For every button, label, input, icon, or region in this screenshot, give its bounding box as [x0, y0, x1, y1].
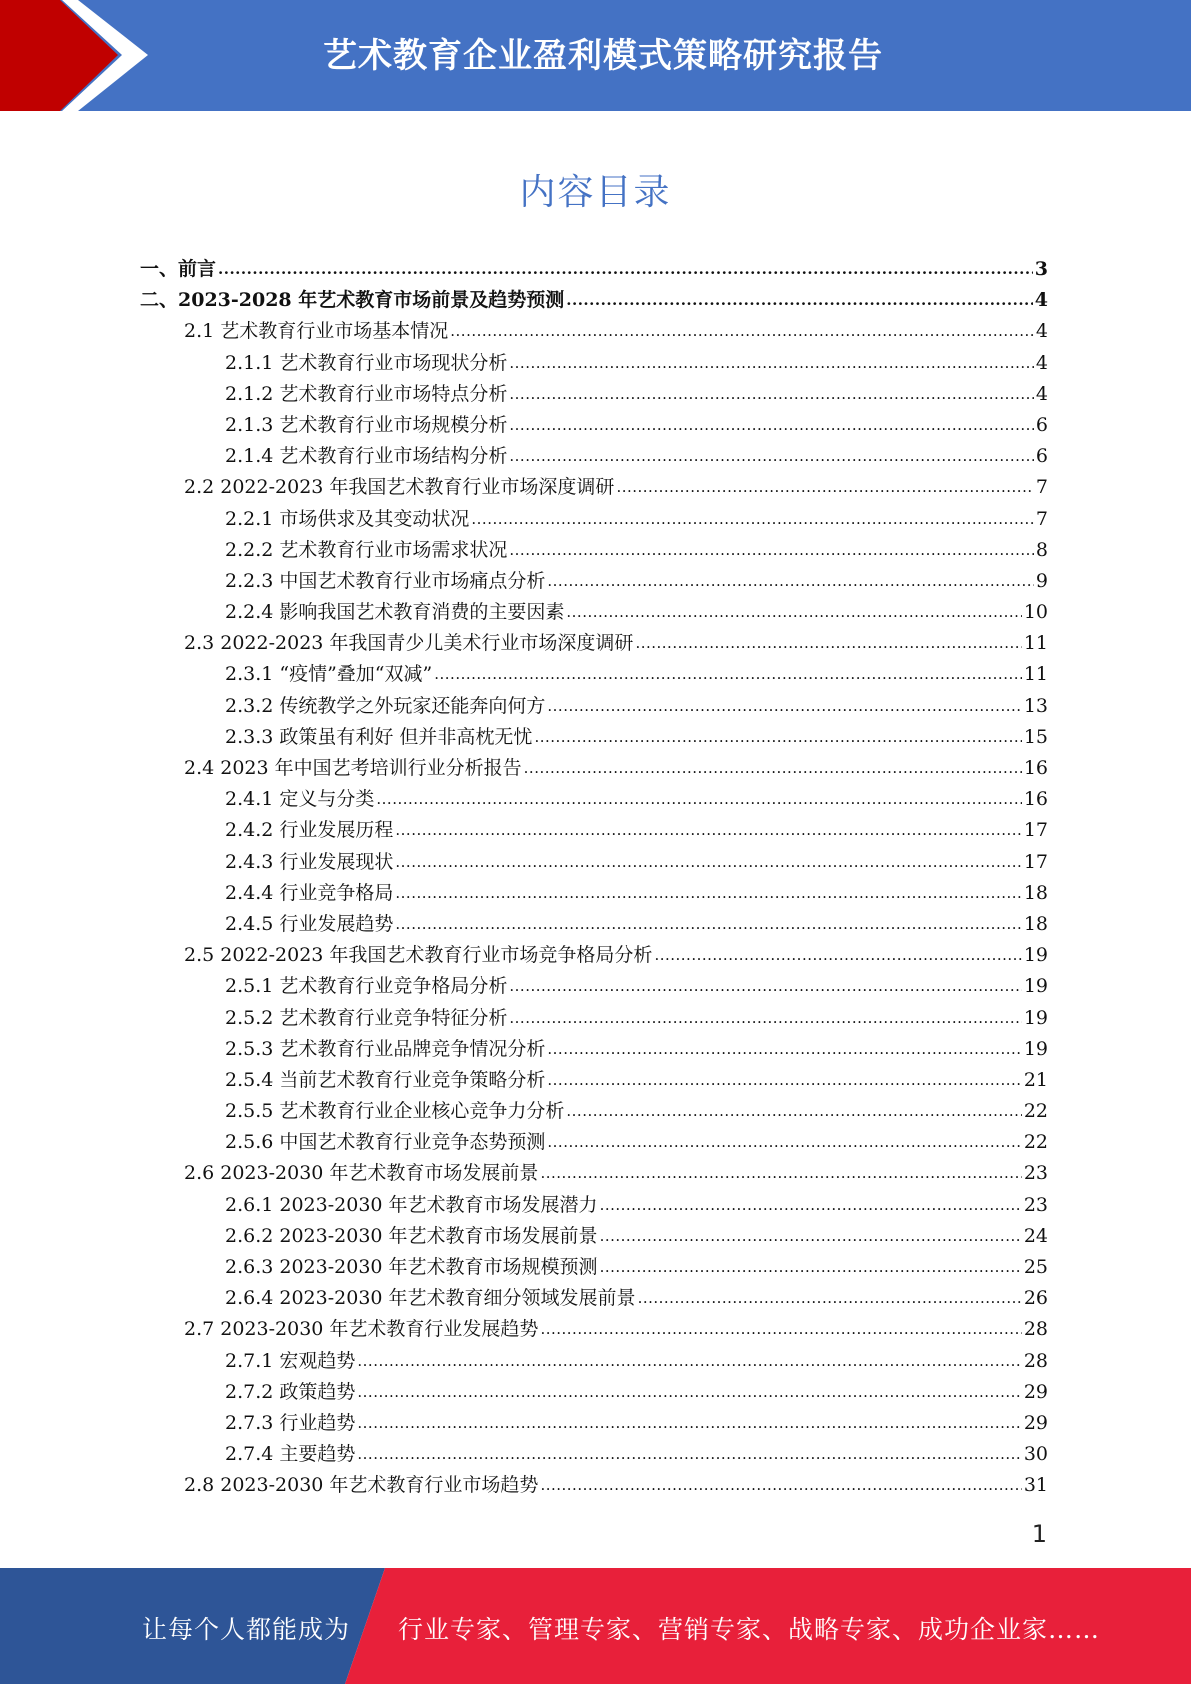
- toc-entry[interactable]: [140, 878, 1048, 909]
- page-header: [0, 0, 1191, 111]
- toc-entry-page: 11: [1023, 632, 1048, 655]
- toc-entry-page: 6: [1035, 413, 1048, 436]
- toc-dot-leader: [566, 284, 1033, 316]
- toc-entry-page: 22: [1023, 1131, 1048, 1154]
- toc-entry[interactable]: [140, 1190, 1048, 1221]
- toc-dot-leader: [540, 1313, 1021, 1345]
- toc-entry[interactable]: [140, 722, 1048, 753]
- toc-entry[interactable]: [140, 1158, 1048, 1189]
- toc-entry-label: 一、前言: [140, 258, 217, 280]
- toc-entry[interactable]: [140, 909, 1048, 940]
- toc-entry-page: 4: [1035, 320, 1048, 343]
- toc-entry[interactable]: [140, 628, 1048, 659]
- toc-dot-leader: [509, 409, 1034, 441]
- toc-entry-label: 2.5.4 当前艺术教育行业竞争策略分析: [225, 1068, 546, 1091]
- toc-entry-label: 2.4.4 行业竞争格局: [225, 881, 394, 904]
- toc-entry-page: 22: [1023, 1100, 1048, 1123]
- toc-dot-leader: [635, 627, 1021, 659]
- toc-entry-label: 2.5.6 中国艺术教育行业竞争态势预测: [225, 1131, 546, 1154]
- toc-entry-label: 2.8 2023-2030 年艺术教育行业市场趋势: [184, 1474, 539, 1497]
- toc-entry-label: 2.1 艺术教育行业市场基本情况: [184, 320, 449, 343]
- toc-entry[interactable]: [140, 379, 1048, 410]
- toc-entry-page: 21: [1023, 1068, 1048, 1091]
- toc-entry-label: 2.4.2 行业发展历程: [225, 819, 394, 842]
- toc-dot-leader: [547, 565, 1034, 597]
- toc-dot-leader: [509, 534, 1034, 566]
- toc-entry-label: 2.1.2 艺术教育行业市场特点分析: [225, 382, 508, 405]
- toc-dot-leader: [638, 1282, 1022, 1314]
- toc-dot-leader: [547, 1033, 1021, 1065]
- toc-entry-label: 2.5.2 艺术教育行业竞争特征分析: [225, 1006, 508, 1029]
- toc-entry-page: 18: [1023, 881, 1048, 904]
- toc-entry-page: 11: [1023, 663, 1048, 686]
- toc-dot-leader: [600, 1220, 1022, 1252]
- toc-entry-page: 16: [1023, 757, 1048, 779]
- footer-slogan-left: 让每个人都能成为: [142, 1615, 351, 1644]
- toc-entry[interactable]: [140, 1252, 1048, 1283]
- toc-dot-leader: [395, 908, 1021, 940]
- toc-entry[interactable]: [140, 348, 1048, 379]
- toc-dot-leader: [566, 596, 1021, 628]
- toc-entry-label: 二、2023-2028 年艺术教育市场前景及趋势预测: [140, 289, 565, 312]
- toc-dot-leader: [434, 658, 1022, 690]
- toc-entry-page: 19: [1023, 1037, 1048, 1060]
- toc-dot-leader: [540, 1469, 1021, 1501]
- toc-entry-page: 16: [1023, 788, 1048, 811]
- toc-entry-page: 29: [1023, 1411, 1048, 1434]
- toc-entry[interactable]: [140, 1065, 1048, 1096]
- toc-entry-label: 2.1.3 艺术教育行业市场规模分析: [225, 413, 508, 436]
- toc-entry-page: 24: [1023, 1224, 1048, 1247]
- toc-entry-label: 2.5.1 艺术教育行业竞争格局分析: [225, 975, 508, 998]
- toc-entry-page: 3: [1034, 258, 1048, 280]
- toc-entry-page: 4: [1035, 382, 1048, 405]
- table-of-contents: [140, 254, 1048, 1502]
- toc-entry[interactable]: [140, 535, 1048, 566]
- toc-dot-leader: [600, 1251, 1022, 1283]
- toc-dot-leader: [509, 1002, 1021, 1034]
- footer-slogan-right: 行业专家、管理专家、营销专家、战略专家、成功企业家……: [398, 1615, 1101, 1644]
- toc-entry-label: 2.1.1 艺术教育行业市场现状分析: [225, 351, 508, 374]
- toc-dot-leader: [534, 721, 1021, 753]
- toc-entry-page: 8: [1035, 538, 1048, 561]
- page-number: 1: [1031, 1520, 1047, 1548]
- toc-entry-label: 2.3.3 政策虽有利好 但并非高枕无忧: [225, 725, 533, 748]
- toc-dot-leader: [357, 1438, 1021, 1470]
- toc-entry[interactable]: [140, 1003, 1048, 1034]
- toc-entry-label: 2.6.2 2023-2030 年艺术教育市场发展前景: [225, 1224, 598, 1247]
- toc-entry[interactable]: [140, 1408, 1048, 1439]
- toc-entry[interactable]: [140, 285, 1048, 316]
- toc-entry-page: 30: [1023, 1443, 1048, 1466]
- toc-entry-page: 4: [1035, 351, 1048, 374]
- toc-entry[interactable]: [140, 1221, 1048, 1252]
- toc-entry-label: 2.6 2023-2030 年艺术教育市场发展前景: [184, 1162, 539, 1185]
- toc-entry[interactable]: [140, 1346, 1048, 1377]
- toc-entry[interactable]: [140, 316, 1048, 347]
- toc-entry-page: 28: [1023, 1349, 1048, 1372]
- toc-entry-label: 2.6.1 2023-2030 年艺术教育市场发展潜力: [225, 1193, 598, 1216]
- toc-entry[interactable]: [140, 784, 1048, 815]
- toc-dot-leader: [218, 253, 1033, 285]
- toc-entry-page: 13: [1023, 694, 1048, 717]
- toc-entry-page: 29: [1023, 1380, 1048, 1403]
- toc-entry-label: 2.7 2023-2030 年艺术教育行业发展趋势: [184, 1318, 539, 1341]
- toc-heading: 内容目录: [519, 172, 672, 213]
- toc-entry-page: 23: [1023, 1162, 1048, 1185]
- toc-entry-page: 17: [1023, 850, 1048, 873]
- toc-entry[interactable]: [140, 753, 1048, 784]
- toc-dot-leader: [566, 1095, 1021, 1127]
- toc-entry-label: 2.2.1 市场供求及其变动状况: [225, 507, 470, 530]
- toc-entry-page: 19: [1023, 975, 1048, 998]
- toc-entry-page: 6: [1035, 445, 1048, 468]
- toc-dot-leader: [376, 783, 1021, 815]
- toc-dot-leader: [540, 1157, 1021, 1189]
- toc-entry-page: 7: [1035, 476, 1048, 499]
- toc-entry-label: 2.7.1 宏观趋势: [225, 1349, 356, 1372]
- toc-entry-page: 15: [1023, 725, 1048, 748]
- page-footer: [0, 1568, 1191, 1684]
- toc-dot-leader: [600, 1189, 1022, 1221]
- toc-entry[interactable]: [140, 1470, 1048, 1501]
- toc-entry-label: 2.6.3 2023-2030 年艺术教育市场规模预测: [225, 1256, 598, 1278]
- toc-entry-page: 19: [1023, 1006, 1048, 1029]
- toc-entry-label: 2.2.2 艺术教育行业市场需求状况: [225, 538, 508, 561]
- toc-dot-leader: [654, 939, 1021, 971]
- toc-entry[interactable]: [140, 504, 1048, 535]
- toc-entry-label: 2.4 2023 年中国艺考培训行业分析报告: [184, 757, 522, 779]
- toc-entry[interactable]: [140, 1283, 1048, 1314]
- toc-dot-leader: [471, 503, 1034, 535]
- toc-entry-page: 19: [1023, 944, 1048, 967]
- toc-entry-label: 2.2.3 中国艺术教育行业市场痛点分析: [225, 569, 546, 592]
- toc-entry-label: 2.4.1 定义与分类: [225, 788, 375, 811]
- toc-entry[interactable]: [140, 815, 1048, 846]
- toc-entry[interactable]: [140, 1377, 1048, 1408]
- toc-entry[interactable]: [140, 659, 1048, 690]
- toc-entry-page: 17: [1023, 819, 1048, 842]
- toc-entry[interactable]: [140, 940, 1048, 971]
- toc-entry-page: 4: [1034, 289, 1048, 312]
- toc-entry[interactable]: [140, 847, 1048, 878]
- toc-dot-leader: [524, 752, 1022, 784]
- toc-entry-label: 2.4.5 行业发展趋势: [225, 912, 394, 935]
- toc-dot-leader: [509, 970, 1021, 1002]
- toc-entry[interactable]: [140, 410, 1048, 441]
- toc-dot-leader: [509, 378, 1034, 410]
- toc-entry-label: 2.5 2022-2023 年我国艺术教育行业市场竞争格局分析: [184, 944, 653, 967]
- toc-entry-page: 23: [1023, 1193, 1048, 1216]
- toc-entry-label: 2.7.3 行业趋势: [225, 1411, 356, 1434]
- toc-entry[interactable]: [140, 1096, 1048, 1127]
- toc-entry-label: 2.3 2022-2023 年我国青少儿美术行业市场深度调研: [184, 632, 634, 655]
- toc-entry-page: 25: [1023, 1256, 1048, 1278]
- toc-entry[interactable]: [140, 1314, 1048, 1345]
- toc-dot-leader: [547, 1064, 1021, 1096]
- toc-entry[interactable]: [140, 691, 1048, 722]
- toc-entry-label: 2.5.5 艺术教育行业企业核心竞争力分析: [225, 1100, 565, 1123]
- toc-entry[interactable]: [140, 472, 1048, 503]
- toc-dot-leader: [395, 814, 1021, 846]
- toc-entry-page: 18: [1023, 912, 1048, 935]
- toc-entry-page: 28: [1023, 1318, 1048, 1341]
- toc-dot-leader: [395, 846, 1021, 878]
- toc-dot-leader: [547, 690, 1021, 722]
- toc-entry[interactable]: [140, 971, 1048, 1002]
- toc-entry-page: 26: [1023, 1287, 1048, 1310]
- toc-entry[interactable]: [140, 1439, 1048, 1470]
- toc-dot-leader: [509, 440, 1034, 472]
- toc-entry-page: 10: [1023, 601, 1048, 624]
- toc-entry-label: 2.3.1 “疫情”叠加“双减”: [225, 663, 433, 686]
- toc-dot-leader: [616, 471, 1033, 503]
- toc-entry[interactable]: [140, 1034, 1048, 1065]
- report-title: 艺术教育企业盈利模式策略研究报告: [323, 36, 883, 76]
- toc-entry-page: 9: [1035, 569, 1048, 592]
- toc-dot-leader: [509, 347, 1034, 379]
- toc-entry-label: 2.3.2 传统教学之外玩家还能奔向何方: [225, 694, 546, 717]
- toc-dot-leader: [357, 1376, 1021, 1408]
- toc-entry-label: 2.4.3 行业发展现状: [225, 850, 394, 873]
- toc-dot-leader: [395, 877, 1021, 909]
- toc-entry[interactable]: [140, 441, 1048, 472]
- toc-entry-label: 2.6.4 2023-2030 年艺术教育细分领域发展前景: [225, 1287, 636, 1310]
- toc-entry[interactable]: [140, 597, 1048, 628]
- toc-entry-label: 2.2.4 影响我国艺术教育消费的主要因素: [225, 601, 565, 624]
- toc-entry-label: 2.1.4 艺术教育行业市场结构分析: [225, 445, 508, 468]
- toc-entry[interactable]: [140, 254, 1048, 285]
- toc-entry-page: 31: [1023, 1474, 1048, 1497]
- toc-dot-leader: [547, 1126, 1021, 1158]
- toc-entry-label: 2.7.4 主要趋势: [225, 1443, 356, 1466]
- toc-entry[interactable]: [140, 1127, 1048, 1158]
- toc-entry-label: 2.7.2 政策趋势: [225, 1380, 356, 1403]
- toc-entry-page: 7: [1035, 507, 1048, 530]
- toc-dot-leader: [357, 1345, 1021, 1377]
- toc-entry[interactable]: [140, 566, 1048, 597]
- toc-dot-leader: [450, 315, 1034, 347]
- toc-entry-label: 2.2 2022-2023 年我国艺术教育行业市场深度调研: [184, 476, 615, 499]
- toc-entry-label: 2.5.3 艺术教育行业品牌竞争情况分析: [225, 1037, 546, 1060]
- toc-dot-leader: [357, 1407, 1021, 1439]
